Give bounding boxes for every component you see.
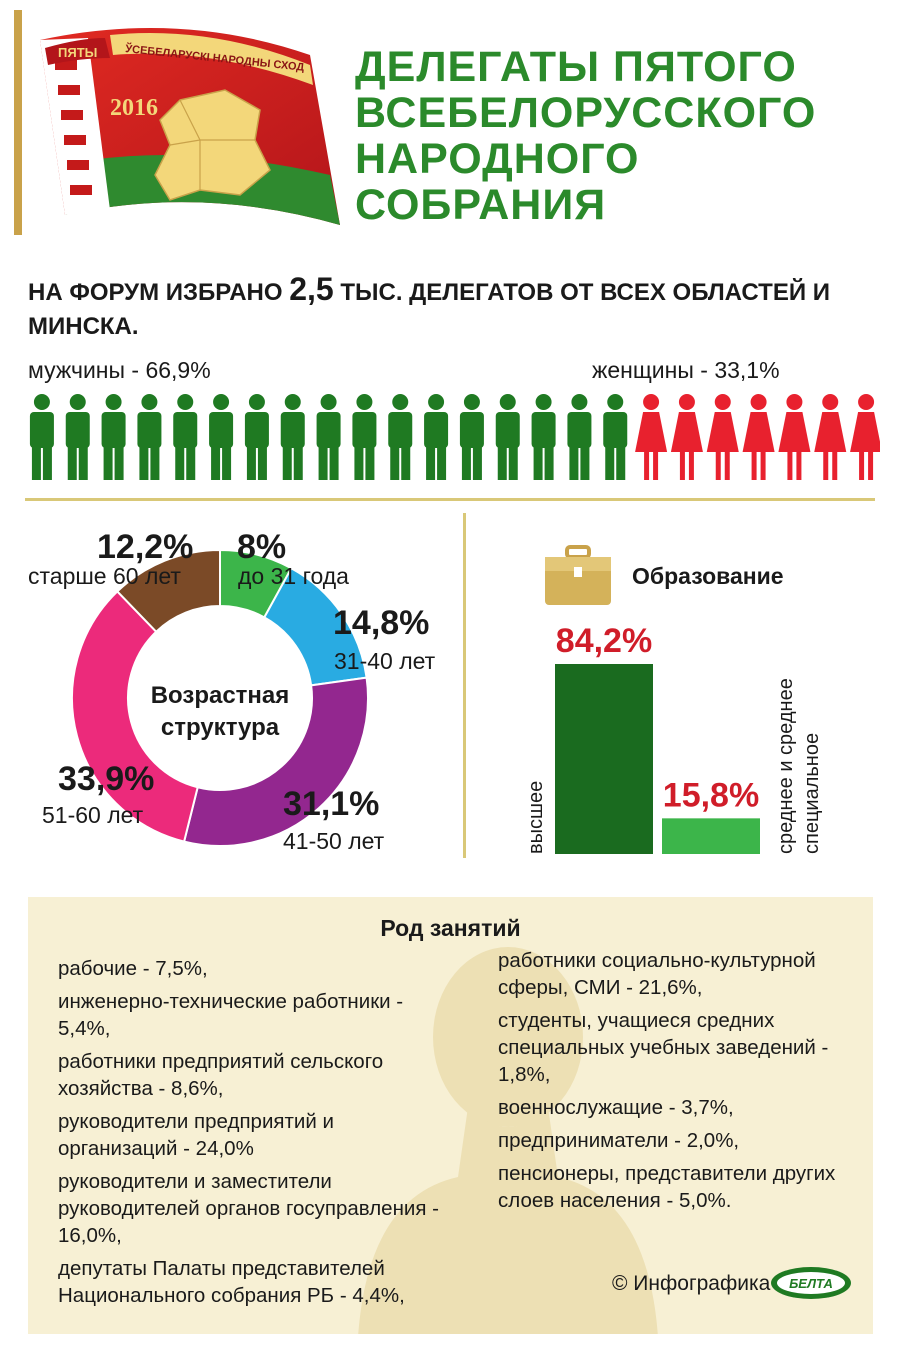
woman-icon [707, 394, 739, 480]
age-label-pct-31-40: 14,8% [333, 604, 430, 642]
women-label: женщины - 33,1% [592, 357, 780, 383]
age-label-31-40: 31-40 лет [334, 648, 436, 674]
occupation-item: работники социально-культурной сферы, СМИ - 21,6%, [498, 949, 816, 999]
occupation-item: инженерно-технические работники - 5,4%, [58, 990, 404, 1040]
education-bar-1 [662, 818, 760, 854]
education-category-1: среднее и среднее [775, 678, 797, 854]
education-value-0: 84,2% [555, 622, 653, 660]
logo-text: БЕЛТА [789, 1276, 833, 1291]
man-icon [567, 394, 591, 480]
occupation-item: депутаты Палаты представителей Национального собрания РБ - 4,4%, [58, 1257, 405, 1307]
education-bar-chart [480, 600, 890, 870]
man-icon [460, 394, 484, 480]
age-label-under31: до 31 года [238, 563, 349, 589]
education-category-1b: специальное [801, 732, 823, 854]
briefcase-icon [543, 545, 613, 607]
occupation-item: руководители предприятий и организаций - 24,0% [58, 1110, 334, 1160]
woman-icon [814, 394, 846, 480]
man-icon [102, 394, 126, 480]
woman-icon [850, 394, 880, 480]
man-icon [496, 394, 520, 480]
donut-center-label [130, 680, 310, 744]
occupation-item: предприниматели - 2,0%, [498, 1129, 740, 1152]
man-icon [137, 394, 161, 480]
man-icon [388, 394, 412, 480]
man-icon [245, 394, 269, 480]
flag-year: 2016 [110, 95, 158, 121]
men-label: мужчины - 66,9% [28, 357, 211, 383]
donut-center-line-1: Возрастная [150, 682, 290, 709]
assembly-flag-graphic [10, 10, 340, 240]
flag-top-text: ПЯТЫ [58, 45, 98, 60]
education-value-1: 15,8% [662, 776, 760, 815]
occupation-title: Род занятий [380, 915, 521, 941]
man-icon [30, 394, 54, 480]
lead-before: НА ФОРУМ ИЗБРАНО [28, 279, 290, 306]
education-title: Образование [632, 563, 784, 589]
section-divider [25, 498, 875, 501]
credit-text: © Инфографика [612, 1272, 771, 1295]
man-icon [352, 394, 376, 480]
gender-pictogram [20, 392, 880, 482]
woman-icon [778, 394, 810, 480]
section-divider-vertical [463, 513, 466, 858]
education-bar-0 [555, 664, 653, 854]
man-icon [532, 394, 556, 480]
woman-icon [743, 394, 775, 480]
man-icon [66, 394, 90, 480]
age-label-pct-under31: 8% [237, 528, 287, 566]
occupation-list-left [58, 955, 458, 1315]
donut-center-line-2: структура [160, 714, 280, 741]
flag-banner-text: ЎСЕБЕЛАРУСКІ НАРОДНЫ СХОД [124, 43, 305, 74]
age-label-51-60: 51-60 лет [42, 802, 144, 828]
page-title: ДЕЛЕГАТЫ ПЯТОГО ВСЕБЕЛОРУССКОГО НАРОДНОГО СОБРАНИЯ [355, 43, 817, 229]
woman-icon [671, 394, 703, 480]
occupation-item: пенсионеры, представители других слоев населения - 5,0%. [498, 1162, 836, 1212]
belta-logo [770, 1266, 852, 1300]
man-icon [209, 394, 233, 480]
age-label-pct-over60: 12,2% [97, 528, 194, 566]
lead-number: 2,5 [289, 271, 334, 307]
man-icon [281, 394, 305, 480]
age-label-pct-51-60: 33,9% [58, 760, 155, 798]
occupation-item: руководители и заместители руководителей органов госуправления - 16,0%, [58, 1170, 439, 1247]
lead-text [28, 272, 878, 344]
occupation-list-right [498, 947, 863, 1220]
man-icon [173, 394, 197, 480]
lead-after: ТЫС. ДЕЛЕГАТОВ ОТ ВСЕХ ОБЛАСТЕЙ И МИНСКА. [28, 279, 830, 340]
occupation-item: рабочие - 7,5%, [58, 957, 208, 980]
woman-icon [635, 394, 667, 480]
occupation-item: работники предприятий сельского хозяйства - 8,6%, [58, 1050, 384, 1100]
age-label-41-50: 41-50 лет [283, 828, 385, 854]
man-icon [603, 394, 627, 480]
man-icon [317, 394, 341, 480]
age-label-pct-41-50: 31,1% [283, 785, 380, 823]
occupation-item: студенты, учащиеся средних специальных учебных заведений - 1,8%, [498, 1009, 829, 1086]
education-category-0: высшее [525, 780, 547, 854]
man-icon [424, 394, 448, 480]
age-label-over60: старше 60 лет [28, 563, 181, 589]
occupation-item: военнослужащие - 3,7%, [498, 1096, 734, 1119]
occupation-panel [28, 897, 873, 1334]
